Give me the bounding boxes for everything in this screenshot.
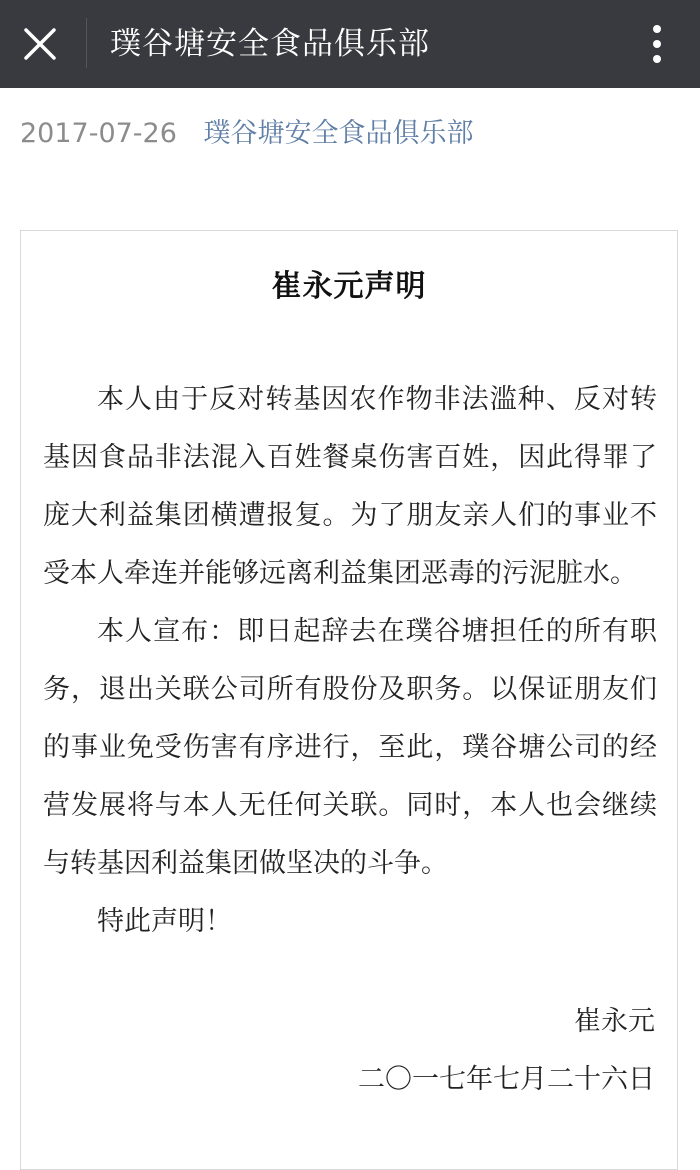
article-meta <box>20 112 474 156</box>
page-title: 璞谷塘安全食品俱乐部 <box>110 26 430 62</box>
paragraph-1: 本人由于反对转基因农作物非法滥种、反对转基因食品非法混入百姓餐桌伤害百姓，因此得罪了庞大利益集团横遭报复。为了朋友亲人们的事业不受本人牵连并能够远离利益集团恶毒的污泥脏水。 <box>43 384 657 589</box>
paragraph-3: 特此声明！ <box>97 906 232 937</box>
top-bar <box>0 0 700 88</box>
close-button[interactable] <box>14 18 66 70</box>
statement-title: 崔永元声明 <box>271 269 427 304</box>
more-button[interactable] <box>632 16 682 72</box>
statement-body <box>43 371 657 951</box>
more-vertical-icon <box>652 24 662 64</box>
close-icon <box>23 27 57 61</box>
statement-image <box>20 230 678 1170</box>
publish-date: 2017-07-26 <box>20 118 177 149</box>
paragraph-2: 本人宣布：即日起辞去在璞谷塘担任的所有职务，退出关联公司所有股份及职务。以保证朋友们的事业免受伤害有序进行，至此，璞谷塘公司的经营发展将与本人无任何关联。同时，本人也会继续与转基因利益集团做坚决的斗争。 <box>43 616 657 879</box>
signature-name: 崔永元 <box>574 1006 655 1037</box>
topbar-divider <box>86 18 87 68</box>
signature-date: 二〇一七年七月二十六日 <box>358 1064 655 1095</box>
account-name-link[interactable]: 璞谷塘安全食品俱乐部 <box>203 118 474 149</box>
